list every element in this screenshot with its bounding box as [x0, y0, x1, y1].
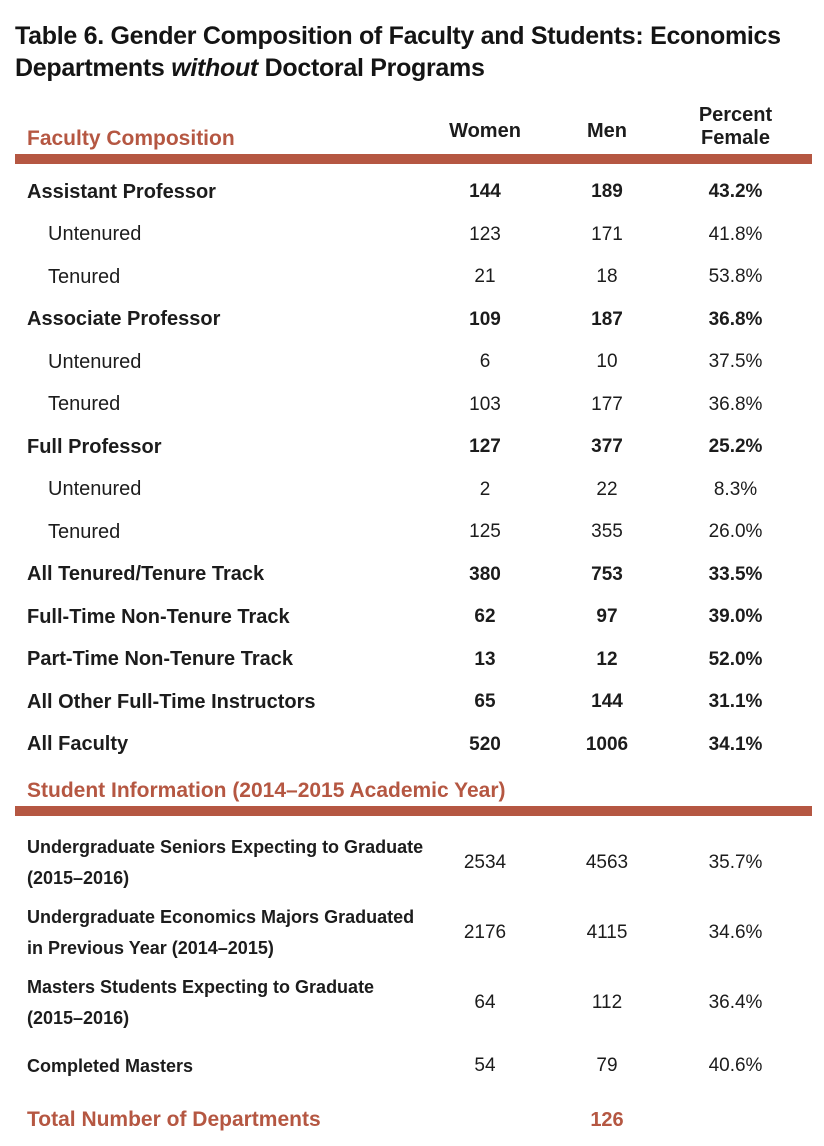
- cell-percent: 8.3%: [713, 478, 758, 500]
- cell-percent: 53.8%: [708, 266, 763, 288]
- cell-women: 127: [469, 436, 501, 458]
- column-header-men: Men: [587, 120, 627, 142]
- table-row: Completed Masters 54 79 40.6%: [15, 1038, 812, 1094]
- cell-men: 22: [596, 478, 618, 500]
- table-row: Masters Students Expecting to Graduate (2015–2016) 64 112 36.4%: [15, 968, 812, 1038]
- cell-men: 187: [591, 308, 623, 330]
- table-row: All Tenured/Tenure Track 380 753 33.5%: [15, 554, 812, 597]
- cell-percent: 25.2%: [708, 436, 763, 458]
- table-row: Assistant Professor 144 189 43.2%: [15, 171, 812, 214]
- cell-women: 109: [469, 308, 501, 330]
- student-section-label: Student Information (2014–2015 Academic Year): [27, 779, 506, 802]
- page-title: [15, 20, 812, 84]
- cell-percent: 39.0%: [708, 606, 763, 628]
- cell-percent: 34.1%: [708, 733, 763, 755]
- student-section-rule: [15, 806, 812, 816]
- student-rows: [15, 828, 812, 1094]
- cell-men: 10: [596, 351, 618, 373]
- cell-women: 123: [469, 223, 501, 245]
- cell-women: 62: [474, 606, 496, 628]
- cell-women: 2: [479, 478, 491, 500]
- cell-percent: 43.2%: [708, 181, 763, 203]
- table-row: Undergraduate Seniors Expecting to Graduate (2015–2016) 2534 4563 35.7%: [15, 828, 812, 898]
- cell-percent: 33.5%: [708, 563, 763, 585]
- cell-women: 21: [474, 266, 496, 288]
- cell-men: 189: [591, 181, 623, 203]
- title-italic-word: without: [171, 54, 258, 82]
- table-row: Untenured 123 171 41.8%: [15, 214, 812, 257]
- column-header-percent-female: Percent Female: [698, 103, 773, 150]
- cell-percent: 34.6%: [708, 922, 763, 943]
- cell-men: 97: [596, 606, 618, 628]
- table-row: Untenured 2 22 8.3%: [15, 469, 812, 512]
- cell-women: 103: [469, 393, 501, 415]
- cell-men: 4115: [586, 922, 628, 943]
- cell-men: 753: [591, 563, 623, 585]
- cell-percent: 41.8%: [708, 223, 763, 245]
- total-departments-label: Total Number of Departments: [27, 1108, 321, 1131]
- table-row: Untenured 6 10 37.5%: [15, 341, 812, 384]
- cell-women: 54: [474, 1055, 496, 1076]
- cell-women: 13: [474, 648, 496, 670]
- table-row: Undergraduate Economics Majors Graduated in Previous Year (2014–2015) 2176 4115 34.6%: [15, 898, 812, 968]
- cell-men: 355: [591, 521, 623, 543]
- cell-percent: 35.7%: [708, 852, 763, 873]
- cell-men: 12: [596, 648, 618, 670]
- table-row: Tenured 21 18 53.8%: [15, 256, 812, 299]
- cell-women: 144: [469, 181, 501, 203]
- cell-percent: 26.0%: [708, 521, 763, 543]
- cell-men: 112: [591, 992, 623, 1013]
- table-row: All Faculty 520 1006 34.1%: [15, 724, 812, 767]
- table-row: Full Professor 127 377 25.2%: [15, 426, 812, 469]
- table-row: Part-Time Non-Tenure Track 13 12 52.0%: [15, 639, 812, 682]
- title-line2-end: Doctoral Programs: [264, 54, 485, 82]
- cell-percent: 31.1%: [708, 691, 763, 713]
- cell-men: 79: [596, 1055, 618, 1076]
- column-header-women: Women: [449, 120, 521, 142]
- faculty-section-rule: [15, 154, 812, 164]
- cell-percent: 37.5%: [708, 351, 763, 373]
- cell-men: 18: [596, 266, 618, 288]
- faculty-section-label: Faculty Composition: [27, 127, 235, 150]
- cell-women: 2534: [463, 852, 507, 873]
- cell-men: 1006: [585, 733, 629, 755]
- column-header-row: [15, 92, 812, 154]
- total-departments-value: 126: [590, 1108, 624, 1131]
- table-row: Associate Professor 109 187 36.8%: [15, 299, 812, 342]
- cell-men: 171: [591, 223, 623, 245]
- cell-percent: 52.0%: [708, 648, 763, 670]
- table-row: Tenured 125 355 26.0%: [15, 511, 812, 554]
- cell-women: 64: [474, 992, 496, 1013]
- cell-men: 144: [591, 691, 623, 713]
- cell-men: 4563: [585, 852, 629, 873]
- table-row: Tenured 103 177 36.8%: [15, 384, 812, 427]
- cell-women: 125: [469, 521, 501, 543]
- cell-percent: 36.4%: [708, 992, 763, 1013]
- cell-percent: 36.8%: [708, 393, 763, 415]
- total-departments-row: [15, 1108, 812, 1132]
- title-line2-start: Departments: [15, 54, 165, 82]
- title-line1: Table 6. Gender Composition of Faculty and Students: Economics: [15, 22, 781, 50]
- table-row: All Other Full-Time Instructors 65 144 31.1%: [15, 681, 812, 724]
- cell-women: 520: [469, 733, 501, 755]
- cell-men: 377: [591, 436, 623, 458]
- cell-women: 65: [474, 691, 496, 713]
- table-row: Full-Time Non-Tenure Track 62 97 39.0%: [15, 596, 812, 639]
- cell-women: 380: [469, 563, 501, 585]
- cell-percent: 36.8%: [708, 308, 763, 330]
- student-section-header: [15, 768, 812, 806]
- cell-percent: 40.6%: [708, 1055, 763, 1076]
- cell-men: 177: [591, 393, 623, 415]
- cell-women: 2176: [463, 922, 507, 943]
- cell-women: 6: [479, 351, 491, 373]
- faculty-rows: [15, 171, 812, 766]
